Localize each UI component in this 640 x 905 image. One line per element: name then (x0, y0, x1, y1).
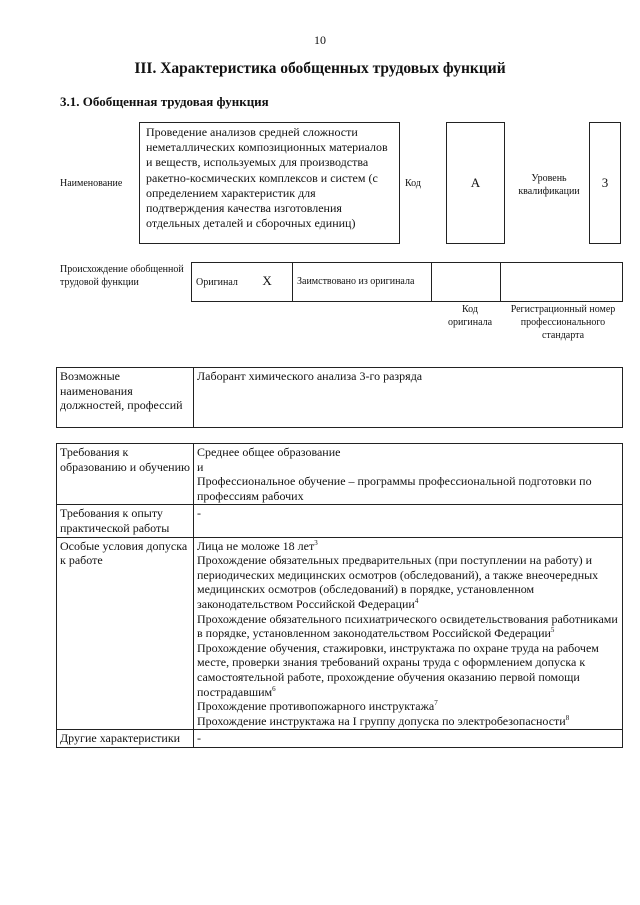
education-value (194, 444, 623, 505)
reg-number-cell (501, 263, 623, 302)
condition-item (197, 612, 619, 641)
function-name-value: Проведение анализов средней сложности неметаллических композиционных материалов и веществ, используемых для производства ракетно-космических комплексов и систем (с определением характеристик для подтверждения качества изготовления отдельных деталей и сборочных единиц) (139, 122, 400, 244)
level-value: 3 (601, 175, 609, 190)
footnote-ref: 4 (414, 596, 419, 605)
footnote-ref: 6 (272, 684, 276, 693)
footnote-ref: 3 (314, 538, 318, 547)
origin-label: Происхождение обобщенной трудовой функции (60, 264, 184, 288)
condition-text: Лица не моложе 18 лет (197, 538, 315, 553)
education-line: и (197, 459, 204, 474)
experience-label: Требования к опыту практической работы (57, 505, 194, 537)
origin-table (191, 262, 623, 302)
level-value-box (589, 122, 621, 244)
name-label: Наименование (60, 178, 123, 189)
condition-text: Прохождение обязательного психиатрического освидетельствования работниками в порядке, установленном законодательством Российской Федерации (197, 611, 618, 641)
condition-item (197, 714, 619, 729)
level-label: Уровень квалификации (518, 173, 580, 197)
condition-text: Прохождение инструктажа на I группу допуска по электробезопасности (197, 713, 566, 728)
condition-item (197, 553, 619, 611)
borrowed-label: Заимствовано из оригинала (297, 276, 415, 287)
positions-value: Лаборант химического анализа 3-го разряда (194, 368, 623, 428)
code-value: А (470, 175, 481, 190)
conditions-value (194, 537, 623, 730)
subsection-title: 3.1. Обобщенная трудовая функция (60, 94, 269, 109)
other-value: - (194, 730, 623, 748)
education-label: Требования к образованию и обучению (57, 444, 194, 505)
positions-table (56, 367, 623, 428)
original-mark: X (262, 273, 272, 288)
original-label: Оригинал (196, 277, 238, 288)
footnote-ref: 5 (550, 626, 555, 635)
condition-text: Прохождение обязательных предварительных (при поступлении на работу) и периодических медицинских осмотров (обследований), а также внеочередных медицинских осмотров (обследований) в порядке, установленном законодательством Российской Федерации (197, 553, 599, 611)
requirements-table (56, 443, 623, 748)
conditions-label: Особые условия допуска к работе (57, 537, 194, 730)
condition-text: Прохождение обучения, стажировки, инструктажа по охране труда на рабочем месте, проверки знания требований охраны труда с оформлением допуска к самостоятельной работе, прохождение обучения оказанию первой помощи пострадавшим (197, 640, 599, 699)
original-cell (192, 263, 293, 302)
education-line: Профессиональное обучение – программы профессиональной подготовки по профессиям рабочих (197, 474, 592, 503)
page-number: 10 (314, 33, 326, 47)
condition-item (197, 539, 619, 554)
condition-item (197, 699, 619, 714)
reg-number-label: Регистрационный номер профессионального стандарта (510, 304, 616, 341)
footnote-ref: 7 (434, 699, 438, 708)
condition-text: Прохождение противопожарного инструктажа (197, 699, 435, 714)
section-title: III. Характеристика обобщенных трудовых функций (134, 60, 506, 77)
original-code-cell (432, 263, 501, 302)
code-value-box (446, 122, 505, 244)
borrowed-cell (293, 263, 432, 302)
footnote-ref: 8 (565, 713, 570, 722)
code-label: Код (405, 178, 421, 189)
original-code-label: Код оригинала (447, 304, 493, 328)
other-label: Другие характеристики (57, 730, 194, 748)
condition-item (197, 641, 619, 699)
education-line: Среднее общее образование (197, 445, 341, 459)
positions-label: Возможные наименования должностей, профессий (57, 368, 194, 428)
experience-value: - (194, 505, 623, 537)
